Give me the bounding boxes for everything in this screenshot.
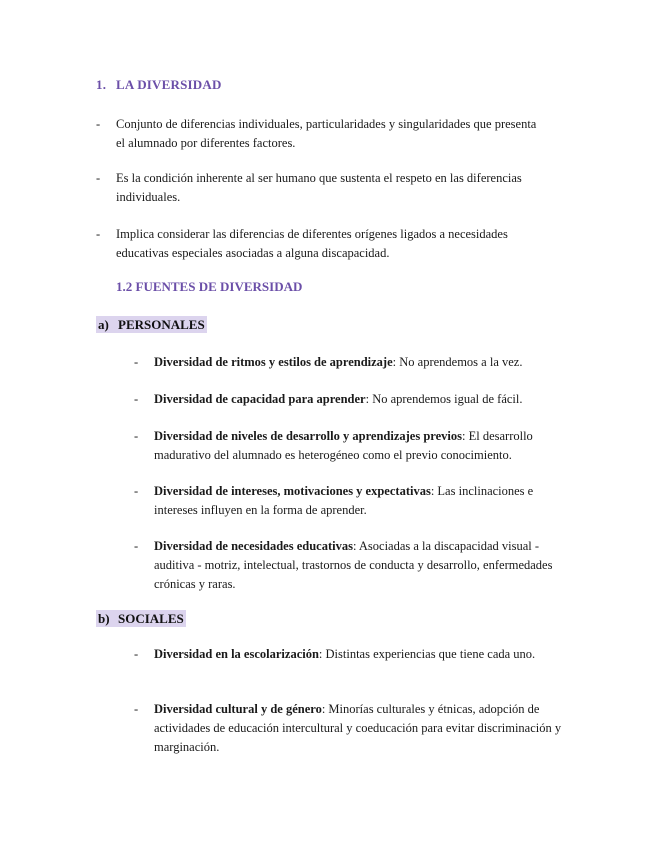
list-item-text xyxy=(154,427,579,465)
section-letter: a) xyxy=(98,317,109,332)
list-dash: - xyxy=(134,355,139,369)
item-term: Diversidad en la escolarización xyxy=(154,647,319,661)
item-desc: : Asociadas a la discapacidad visual - auditiva - motriz, intelectual, trastornos de conducta y desarrollo, enfermedades crónicas y raras. xyxy=(154,539,553,591)
section-highlight xyxy=(96,610,186,627)
list-dash: - xyxy=(134,702,139,716)
personales-list-item xyxy=(134,427,579,465)
section-highlight xyxy=(96,316,207,333)
list-dash: - xyxy=(134,392,139,406)
item-term: Diversidad de capacidad para aprender xyxy=(154,392,366,406)
heading-la-diversidad xyxy=(96,77,222,93)
list-item-text xyxy=(154,482,579,520)
sociales-list-item xyxy=(134,700,579,757)
list-item-text xyxy=(154,390,579,409)
list-item-text: Es la condición inherente al ser humano que sustenta el respeto en las diferencias individuales. xyxy=(116,171,522,204)
intro-list-item xyxy=(96,225,546,263)
item-desc: : No aprendemos a la vez. xyxy=(392,355,523,369)
section-letter: b) xyxy=(98,611,110,626)
item-desc: : No aprendemos igual de fácil. xyxy=(365,392,523,406)
personales-list-item xyxy=(134,482,579,520)
list-dash: - xyxy=(134,429,139,443)
heading-fuentes-de-diversidad: 1.2 FUENTES DE DIVERSIDAD xyxy=(116,279,303,294)
list-dash: - xyxy=(96,117,101,131)
item-desc: : El desarrollo madurativo del alumnado es heterogéneo como el previo conocimiento. xyxy=(154,429,533,462)
intro-list-item xyxy=(96,169,546,207)
item-term: Diversidad de necesidades educativas xyxy=(154,539,353,553)
item-term: Diversidad cultural y de género xyxy=(154,702,322,716)
item-desc: : Distintas experiencias que tiene cada uno. xyxy=(318,647,536,661)
personales-list-item xyxy=(134,353,579,372)
list-dash: - xyxy=(134,647,139,661)
list-item-text xyxy=(154,645,579,664)
section-title: PERSONALES xyxy=(118,317,205,332)
list-item-text: Conjunto de diferencias individuales, particularidades y singularidades que presenta el alumnado por diferentes factores. xyxy=(116,117,537,150)
item-term: Diversidad de intereses, motivaciones y expectativas xyxy=(154,484,431,498)
sociales-list-item xyxy=(134,645,579,664)
list-dash: - xyxy=(96,171,101,185)
list-item-text: Implica considerar las diferencias de diferentes orígenes ligados a necesidades educativas especiales asociadas a alguna discapacidad. xyxy=(116,227,508,260)
section-personales xyxy=(96,317,207,333)
item-term: Diversidad de niveles de desarrollo y aprendizajes previos xyxy=(154,429,462,443)
item-desc: : Las inclinaciones e intereses influyen en la forma de aprender. xyxy=(154,484,534,517)
heading-title: LA DIVERSIDAD xyxy=(116,77,222,92)
list-dash: - xyxy=(96,227,101,241)
list-item-text xyxy=(154,700,579,757)
list-item-text xyxy=(154,353,579,372)
section-title: SOCIALES xyxy=(118,611,184,626)
section-sociales xyxy=(96,611,186,627)
list-item-text xyxy=(154,537,579,594)
intro-list-item xyxy=(96,115,546,153)
heading-number: 1. xyxy=(96,77,107,92)
item-term: Diversidad de ritmos y estilos de aprendizaje xyxy=(154,355,393,369)
list-dash: - xyxy=(134,484,139,498)
list-dash: - xyxy=(134,539,139,553)
personales-list-item xyxy=(134,537,579,594)
personales-list-item xyxy=(134,390,579,409)
item-desc: : Minorías culturales y étnicas, adopción de actividades de educación intercultural y coeducación para evitar discriminación y marginación. xyxy=(154,702,562,754)
